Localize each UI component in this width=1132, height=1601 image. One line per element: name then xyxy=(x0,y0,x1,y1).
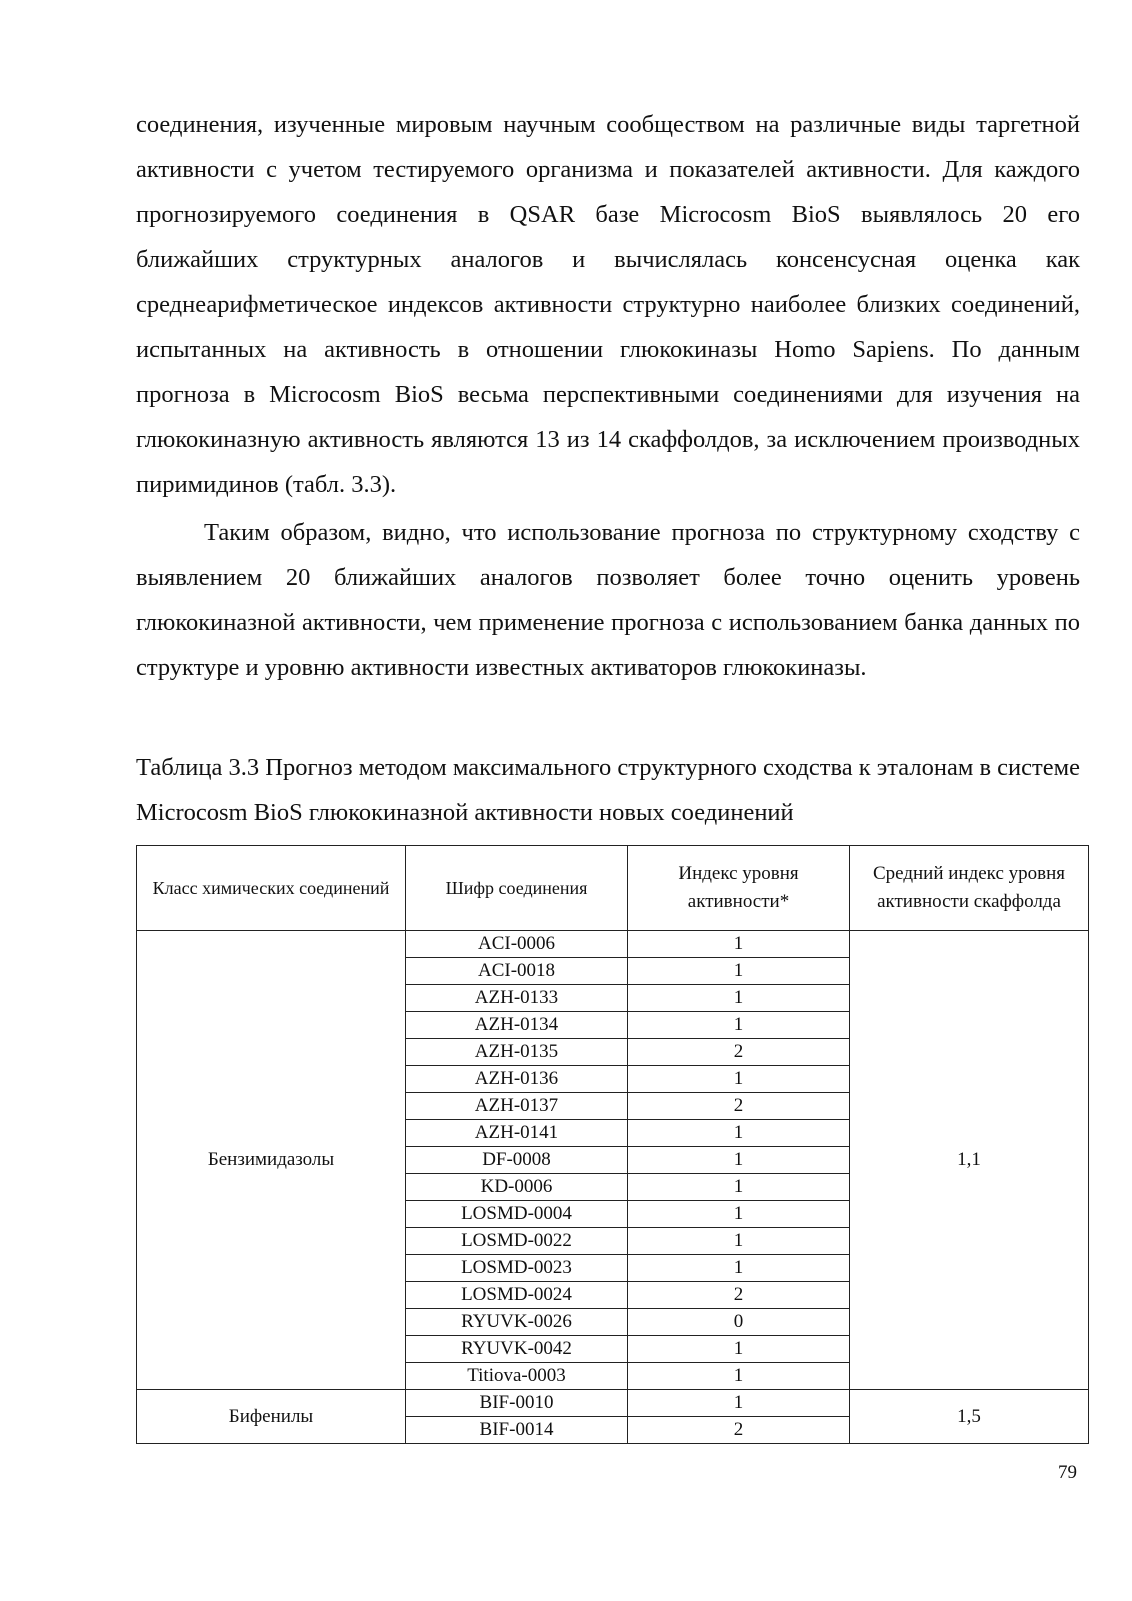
compound-code-cell: AZH-0134 xyxy=(406,1012,628,1039)
activity-index-cell: 1 xyxy=(628,1336,850,1363)
header-class: Класс химических соединений xyxy=(137,846,406,931)
compound-code-cell: AZH-0137 xyxy=(406,1093,628,1120)
activity-index-cell: 1 xyxy=(628,1012,850,1039)
activity-index-cell: 1 xyxy=(628,958,850,985)
compound-code-cell: LOSMD-0024 xyxy=(406,1282,628,1309)
activity-index-cell: 1 xyxy=(628,1363,850,1390)
activity-index-cell: 2 xyxy=(628,1039,850,1066)
compound-code-cell: RYUVK-0042 xyxy=(406,1336,628,1363)
scaffold-mean-cell: 1,5 xyxy=(850,1390,1089,1444)
activity-index-cell: 1 xyxy=(628,1120,850,1147)
table-row xyxy=(137,1390,1089,1417)
compound-code-cell: ACI-0006 xyxy=(406,931,628,958)
activity-index-cell: 1 xyxy=(628,1201,850,1228)
compound-code-cell: AZH-0136 xyxy=(406,1066,628,1093)
page-number: 79 xyxy=(1058,1462,1077,1483)
compound-code-cell: Titiova-0003 xyxy=(406,1363,628,1390)
activity-index-cell: 2 xyxy=(628,1417,850,1444)
activity-index-cell: 1 xyxy=(628,985,850,1012)
compound-code-cell: RYUVK-0026 xyxy=(406,1309,628,1336)
compound-code-cell: AZH-0141 xyxy=(406,1120,628,1147)
header-activity-index: Индекс уровня активности* xyxy=(628,846,850,931)
body-paragraph: Таким образом, видно, что использование прогноза по структурному сходству с выявлением 20 ближайших аналогов позволяет более точно оценить уровень глюкокиназной активности, чем применение прогноза с использованием банка данных по структуре и уровню активности известных активаторов глюкокиназы. xyxy=(136,519,1080,681)
compound-code-cell: AZH-0135 xyxy=(406,1039,628,1066)
compound-code-cell: LOSMD-0023 xyxy=(406,1255,628,1282)
compound-code-cell: ACI-0018 xyxy=(406,958,628,985)
activity-index-cell: 1 xyxy=(628,1066,850,1093)
compound-class-cell: Бифенилы xyxy=(137,1390,406,1444)
table-caption: Таблица 3.3 Прогноз методом максимального структурного сходства к эталонам в системе Microcosm BioS глюкокиназной активности новых соединений xyxy=(136,754,1081,826)
table-header-row xyxy=(137,846,1089,931)
activity-index-cell: 1 xyxy=(628,1228,850,1255)
activity-index-cell: 2 xyxy=(628,1282,850,1309)
compound-class-cell: Бензимидазолы xyxy=(137,931,406,1390)
body-paragraph: соединения, изученные мировым научным сообществом на различные виды таргетной активности с учетом тестируемого организма и показателей активности. Для каждого прогнозируемого соединения в QSAR базе Microcosm BioS выявлялось 20 его ближайших структурных аналогов и вычислялась консенсусная оценка как среднеарифметическое индексов активности структурно наиболее близких соединений, испытанных на активность в отношении глюкокиназы Homo Sapiens. По данным прогноза в Microcosm BioS весьма перспективными соединениями для изучения на глюкокиназную активность являются 13 из 14 скаффолдов, за исключением производных пиримидинов (табл. 3.3). xyxy=(136,111,1080,498)
table-row xyxy=(137,931,1089,958)
compound-code-cell: BIF-0014 xyxy=(406,1417,628,1444)
compound-code-cell: DF-0008 xyxy=(406,1147,628,1174)
activity-index-cell: 2 xyxy=(628,1093,850,1120)
header-mean-index: Средний индекс уровня активности скаффолда xyxy=(850,846,1089,931)
activity-index-cell: 1 xyxy=(628,1390,850,1417)
activity-index-cell: 1 xyxy=(628,1174,850,1201)
activity-index-cell: 1 xyxy=(628,1255,850,1282)
table-body xyxy=(137,931,1089,1444)
compound-code-cell: KD-0006 xyxy=(406,1174,628,1201)
compound-code-cell: LOSMD-0022 xyxy=(406,1228,628,1255)
compound-code-cell: BIF-0010 xyxy=(406,1390,628,1417)
header-code: Шифр соединения xyxy=(406,846,628,931)
activity-index-cell: 1 xyxy=(628,931,850,958)
compound-code-cell: AZH-0133 xyxy=(406,985,628,1012)
activity-index-cell: 1 xyxy=(628,1147,850,1174)
scaffold-mean-cell: 1,1 xyxy=(850,931,1089,1390)
activity-index-cell: 0 xyxy=(628,1309,850,1336)
compound-code-cell: LOSMD-0004 xyxy=(406,1201,628,1228)
activity-table xyxy=(136,845,1089,1444)
